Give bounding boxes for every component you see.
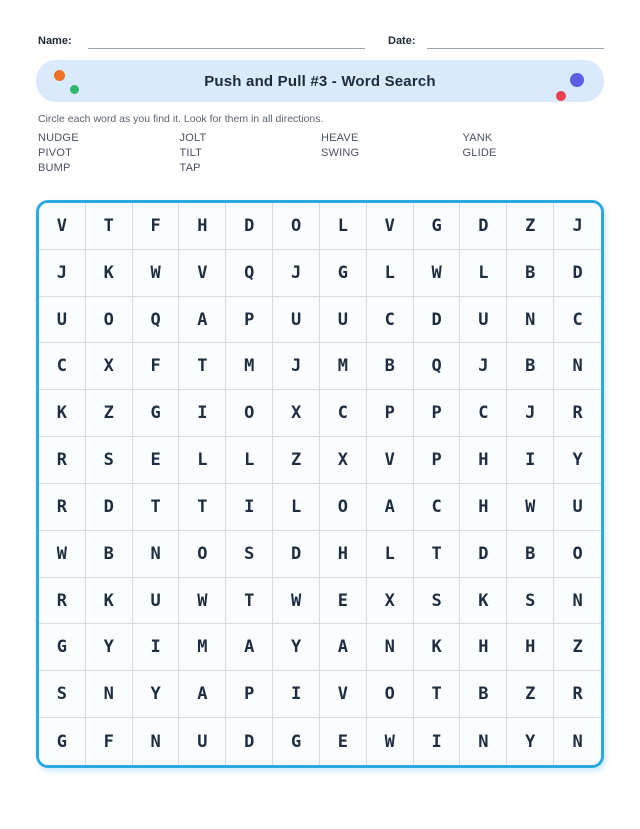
word-list-item: JOLT — [179, 132, 207, 144]
grid-cell[interactable]: F — [133, 203, 180, 250]
grid-cell[interactable]: R — [554, 390, 601, 437]
grid-cell[interactable]: I — [507, 437, 554, 484]
grid-cell[interactable]: Q — [226, 250, 273, 297]
grid-cell[interactable]: W — [367, 718, 414, 765]
grid-cell[interactable]: N — [460, 718, 507, 765]
date-input-line[interactable] — [427, 30, 604, 49]
grid-cell[interactable]: S — [414, 578, 461, 625]
grid-cell[interactable]: A — [179, 671, 226, 718]
grid-cell[interactable]: M — [226, 343, 273, 390]
grid-cell[interactable]: F — [133, 343, 180, 390]
title-banner — [36, 60, 604, 102]
grid-cell[interactable]: I — [133, 624, 180, 671]
grid-cell[interactable]: V — [367, 203, 414, 250]
grid-cell[interactable]: O — [273, 203, 320, 250]
grid-cell[interactable]: W — [179, 578, 226, 625]
grid-cell[interactable]: X — [86, 343, 133, 390]
grid-cell[interactable]: D — [460, 203, 507, 250]
grid-cell[interactable]: K — [39, 390, 86, 437]
grid-cell[interactable]: U — [554, 484, 601, 531]
grid-cell[interactable]: E — [320, 578, 367, 625]
grid-cell[interactable]: T — [414, 531, 461, 578]
grid-cell[interactable]: F — [86, 718, 133, 765]
word-list-item: PIVOT — [38, 147, 73, 159]
grid-cell[interactable]: N — [507, 297, 554, 344]
grid-cell[interactable]: P — [367, 390, 414, 437]
grid-cell[interactable]: Y — [86, 624, 133, 671]
grid-cell[interactable]: M — [179, 624, 226, 671]
grid-cell[interactable]: W — [414, 250, 461, 297]
grid-cell[interactable]: A — [226, 624, 273, 671]
grid-cell[interactable]: T — [414, 671, 461, 718]
grid-cell[interactable]: L — [273, 484, 320, 531]
grid-cell[interactable]: L — [179, 437, 226, 484]
grid-cell[interactable]: J — [460, 343, 507, 390]
grid-cell[interactable]: R — [39, 578, 86, 625]
grid-cell[interactable]: N — [554, 578, 601, 625]
grid-cell[interactable]: V — [320, 671, 367, 718]
grid-cell[interactable]: T — [133, 484, 180, 531]
grid-cell[interactable]: C — [414, 484, 461, 531]
grid-cell[interactable]: D — [414, 297, 461, 344]
grid-cell[interactable]: K — [86, 578, 133, 625]
grid-cell[interactable]: I — [414, 718, 461, 765]
grid-cell[interactable]: E — [320, 718, 367, 765]
grid-cell[interactable]: D — [273, 531, 320, 578]
grid-cell[interactable]: B — [367, 343, 414, 390]
grid-cell[interactable]: N — [554, 718, 601, 765]
grid-cell[interactable]: A — [367, 484, 414, 531]
grid-cell[interactable]: J — [554, 203, 601, 250]
grid-cell[interactable]: U — [273, 297, 320, 344]
grid-cell[interactable]: N — [133, 531, 180, 578]
grid-cell[interactable]: K — [414, 624, 461, 671]
grid-cell[interactable]: V — [179, 250, 226, 297]
word-list-item: NUDGE — [38, 132, 79, 144]
grid-cell[interactable]: B — [507, 531, 554, 578]
grid-cell[interactable]: B — [507, 250, 554, 297]
grid-cell[interactable]: T — [226, 578, 273, 625]
grid-cell[interactable]: A — [320, 624, 367, 671]
grid-cell[interactable]: C — [320, 390, 367, 437]
word-list — [38, 131, 604, 176]
grid-cell[interactable]: D — [86, 484, 133, 531]
grid-cell[interactable]: O — [86, 297, 133, 344]
grid-cell[interactable]: D — [226, 718, 273, 765]
grid-cell[interactable]: Y — [133, 671, 180, 718]
grid-cell[interactable]: G — [320, 250, 367, 297]
word-search-grid — [36, 200, 604, 768]
grid-cell[interactable]: C — [554, 297, 601, 344]
word-list-column — [38, 131, 180, 176]
instructions-text: Circle each word as you find it. Look for them in all directions. — [38, 113, 324, 125]
grid-cell[interactable]: B — [460, 671, 507, 718]
grid-cell[interactable]: L — [460, 250, 507, 297]
grid-cell[interactable]: L — [367, 531, 414, 578]
word-list-column — [463, 131, 605, 176]
grid-cell[interactable]: O — [226, 390, 273, 437]
grid-cell[interactable]: U — [320, 297, 367, 344]
word-list-item: BUMP — [38, 162, 71, 174]
grid-cell[interactable]: X — [273, 390, 320, 437]
grid-cell[interactable]: Q — [414, 343, 461, 390]
grid-cell[interactable]: H — [320, 531, 367, 578]
grid-cell[interactable]: T — [86, 203, 133, 250]
grid-cell[interactable]: C — [39, 343, 86, 390]
grid-cell[interactable]: P — [414, 437, 461, 484]
grid-cell[interactable]: U — [460, 297, 507, 344]
grid-cell[interactable]: S — [226, 531, 273, 578]
grid-cell[interactable]: Z — [86, 390, 133, 437]
grid-cell[interactable]: P — [226, 671, 273, 718]
grid-cell[interactable]: W — [133, 250, 180, 297]
grid-cell[interactable]: M — [320, 343, 367, 390]
grid-cell[interactable]: C — [367, 297, 414, 344]
grid-cell[interactable]: B — [86, 531, 133, 578]
grid-cell[interactable]: W — [39, 531, 86, 578]
grid-cell[interactable]: G — [39, 624, 86, 671]
grid-cell[interactable]: Z — [507, 203, 554, 250]
word-list-column — [321, 131, 463, 176]
red-dot-icon — [556, 91, 566, 101]
grid-cell[interactable]: D — [554, 250, 601, 297]
grid-cell[interactable]: W — [273, 578, 320, 625]
grid-cell[interactable]: N — [133, 718, 180, 765]
grid-cell[interactable]: V — [39, 203, 86, 250]
grid-cell[interactable]: Y — [273, 624, 320, 671]
grid-cell[interactable]: X — [320, 437, 367, 484]
grid-cell[interactable]: S — [86, 437, 133, 484]
grid-cell[interactable]: J — [273, 250, 320, 297]
grid-cell[interactable]: Z — [507, 671, 554, 718]
grid-cell[interactable]: N — [86, 671, 133, 718]
grid-cell[interactable]: N — [554, 343, 601, 390]
grid-cell[interactable]: G — [133, 390, 180, 437]
grid-cell[interactable]: R — [39, 484, 86, 531]
grid-cell[interactable]: H — [179, 203, 226, 250]
grid-cell[interactable]: D — [460, 531, 507, 578]
grid-cell[interactable]: S — [507, 578, 554, 625]
grid-cell[interactable]: Y — [554, 437, 601, 484]
grid-cell[interactable]: J — [273, 343, 320, 390]
grid-cell[interactable]: I — [226, 484, 273, 531]
green-dot-icon — [70, 85, 79, 94]
grid-cell[interactable]: Q — [133, 297, 180, 344]
grid-cell[interactable]: N — [367, 624, 414, 671]
word-list-column — [180, 131, 322, 176]
grid-cell[interactable]: K — [86, 250, 133, 297]
orange-dot-icon — [54, 70, 65, 81]
grid-cell[interactable]: R — [554, 671, 601, 718]
grid-cell[interactable]: L — [320, 203, 367, 250]
grid-cell[interactable]: Y — [507, 718, 554, 765]
grid-cell[interactable]: U — [179, 718, 226, 765]
name-label: Name: — [38, 35, 72, 47]
grid-cell[interactable]: S — [39, 671, 86, 718]
grid-cell[interactable]: H — [460, 437, 507, 484]
grid-cell[interactable]: R — [39, 437, 86, 484]
grid-cell[interactable]: L — [367, 250, 414, 297]
grid-cell[interactable]: O — [179, 531, 226, 578]
grid-cell[interactable]: H — [460, 484, 507, 531]
grid-cell[interactable]: P — [414, 390, 461, 437]
grid-cell[interactable]: B — [507, 343, 554, 390]
grid-cell[interactable]: U — [133, 578, 180, 625]
grid-cell[interactable]: H — [507, 624, 554, 671]
grid-cell[interactable]: H — [460, 624, 507, 671]
grid-cell[interactable]: G — [273, 718, 320, 765]
name-input-line[interactable] — [88, 30, 365, 49]
word-list-item: TILT — [179, 147, 203, 159]
grid-cell[interactable]: T — [179, 343, 226, 390]
word-list-item: GLIDE — [462, 147, 497, 159]
grid-cell[interactable]: P — [226, 297, 273, 344]
grid-cell[interactable]: G — [414, 203, 461, 250]
grid-cell[interactable]: Z — [554, 624, 601, 671]
grid-cell[interactable]: T — [179, 484, 226, 531]
grid-cell[interactable]: J — [507, 390, 554, 437]
grid-cell[interactable]: D — [226, 203, 273, 250]
grid-cell[interactable]: A — [179, 297, 226, 344]
blue-dot-icon — [570, 73, 584, 87]
grid-cell[interactable]: J — [39, 250, 86, 297]
grid-cell[interactable]: C — [460, 390, 507, 437]
grid-cell[interactable]: E — [133, 437, 180, 484]
grid-cell[interactable]: I — [273, 671, 320, 718]
grid-cell[interactable]: O — [554, 531, 601, 578]
grid-cell[interactable]: O — [320, 484, 367, 531]
word-list-item: SWING — [321, 147, 360, 159]
word-list-item: TAP — [179, 162, 201, 174]
grid-cell[interactable]: X — [367, 578, 414, 625]
page-title: Push and Pull #3 - Word Search — [204, 72, 436, 90]
grid-cell[interactable]: O — [367, 671, 414, 718]
date-label: Date: — [388, 35, 416, 47]
grid-cell[interactable]: I — [179, 390, 226, 437]
grid-cell[interactable]: G — [39, 718, 86, 765]
grid-cell[interactable]: L — [226, 437, 273, 484]
word-list-item: HEAVE — [321, 132, 359, 144]
grid-cell[interactable]: U — [39, 297, 86, 344]
grid-cell[interactable]: W — [507, 484, 554, 531]
grid-cell[interactable]: Z — [273, 437, 320, 484]
grid-cell[interactable]: K — [460, 578, 507, 625]
word-list-item: YANK — [462, 132, 493, 144]
grid-cell[interactable]: V — [367, 437, 414, 484]
